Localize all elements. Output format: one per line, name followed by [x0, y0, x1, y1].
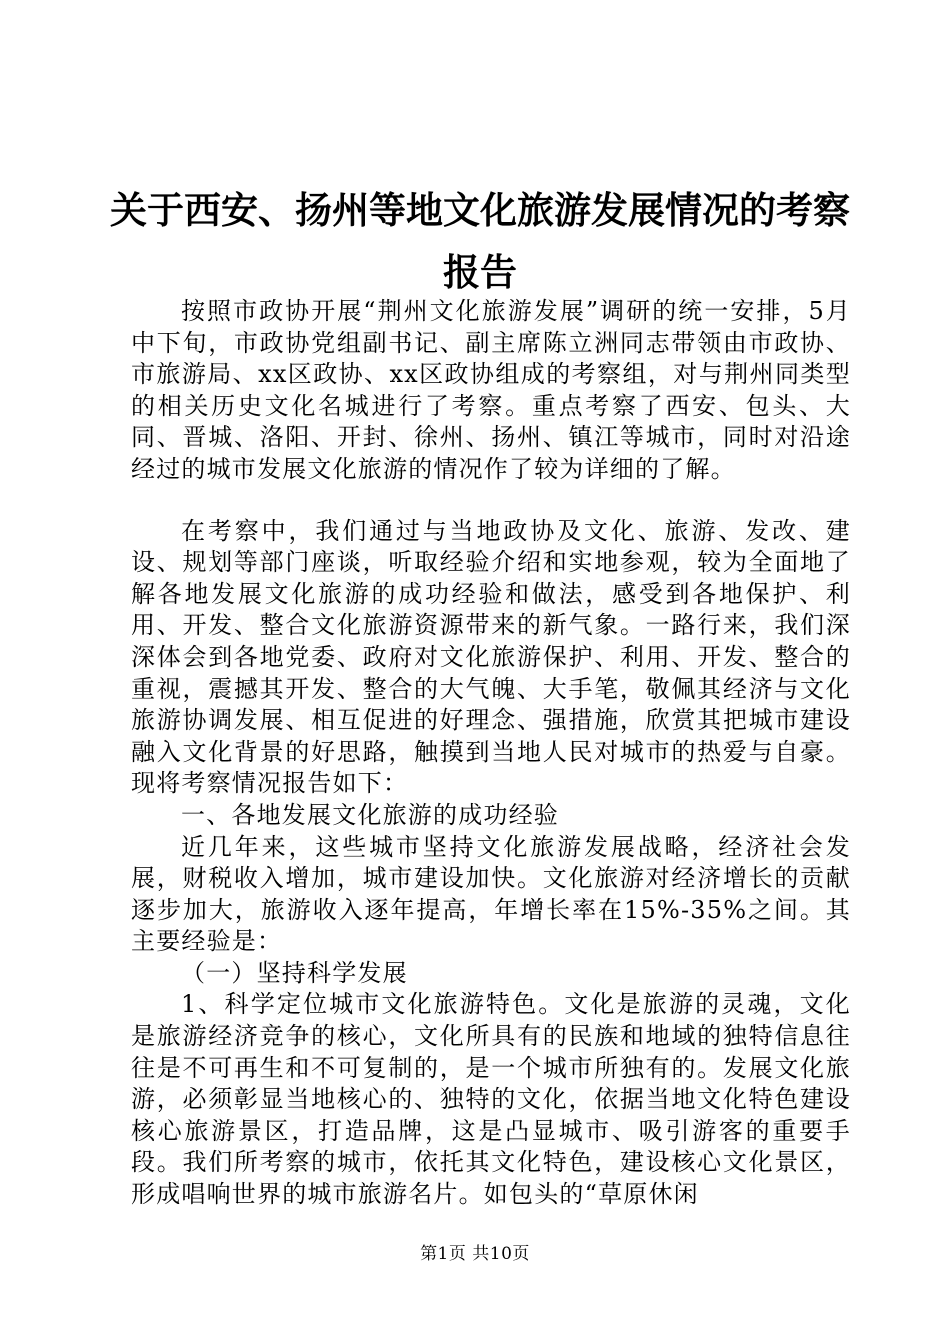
paragraph-point-1: 1、科学定位城市文化旅游特色。文化是旅游的灵魂，文化是旅游经济竞争的核心，文化所具有的民族和地域的独特信息往往是不可再生和不可复制的，是一个城市所独有的。发展文化旅游，必须彰显当地核心的、独特的文化，依据当地文化特色建设核心旅游景区，打造品牌，这是凸显城市、吸引游客的重要手段。我们所考察的城市，依托其文化特色，建设核心文化景区，形成唱响世界的城市旅游名片。如包头的“草原休闲 [131, 990, 851, 1209]
paragraph-investigation: 在考察中，我们通过与当地政协及文化、旅游、发改、建设、规划等部门座谈，听取经验介绍和实地参观，较为全面地了解各地发展文化旅游的成功经验和做法，感受到各地保护、利用、开发、整合文化旅游资源带来的新气象。一路行来，我们深深体会到各地党委、政府对文化旅游保护、利用、开发、整合的重视，震撼其开发、整合的大气魄、大手笔，敬佩其经济与文化旅游协调发展、相互促进的好理念、强措施，欣赏其把城市建设融入文化背景的好思路，触摸到当地人民对城市的热爱与自豪。现将考察情况报告如下： [131, 516, 851, 798]
document-title-line-1: 关于西安、扬州等地文化旅游发展情况的考察 [110, 188, 850, 232]
subsection-heading-1: （一）坚持科学发展 [181, 958, 408, 987]
paragraph-overview: 近几年来，这些城市坚持文化旅游发展战略，经济社会发展，财税收入增加，城市建设加快。文化旅游对经济增长的贡献逐步加大，旅游收入逐年提高，年增长率在15%-35%之间。其主要经验是： [131, 832, 851, 956]
document-title-line-2: 报告 [443, 250, 517, 294]
document-body [131, 296, 851, 1211]
paragraph-spacer [131, 486, 851, 516]
page-footer: 第1页 共10页 [420, 1244, 530, 1264]
section-heading-1: 一、各地发展文化旅游的成功经验 [181, 800, 559, 829]
paragraph-intro: 按照市政协开展“荆州文化旅游发展”调研的统一安排，5月中下旬，市政协党组副书记、副主席陈立洲同志带领由市政协、市旅游局、xx区政协、xx区政协组成的考察组，对与荆州同类型的相关历史文化名城进行了考察。重点考察了西安、包头、大同、晋城、洛阳、开封、徐州、扬州、镇江等城市，同时对沿途经过的城市发展文化旅游的情况作了较为详细的了解。 [131, 297, 851, 483]
